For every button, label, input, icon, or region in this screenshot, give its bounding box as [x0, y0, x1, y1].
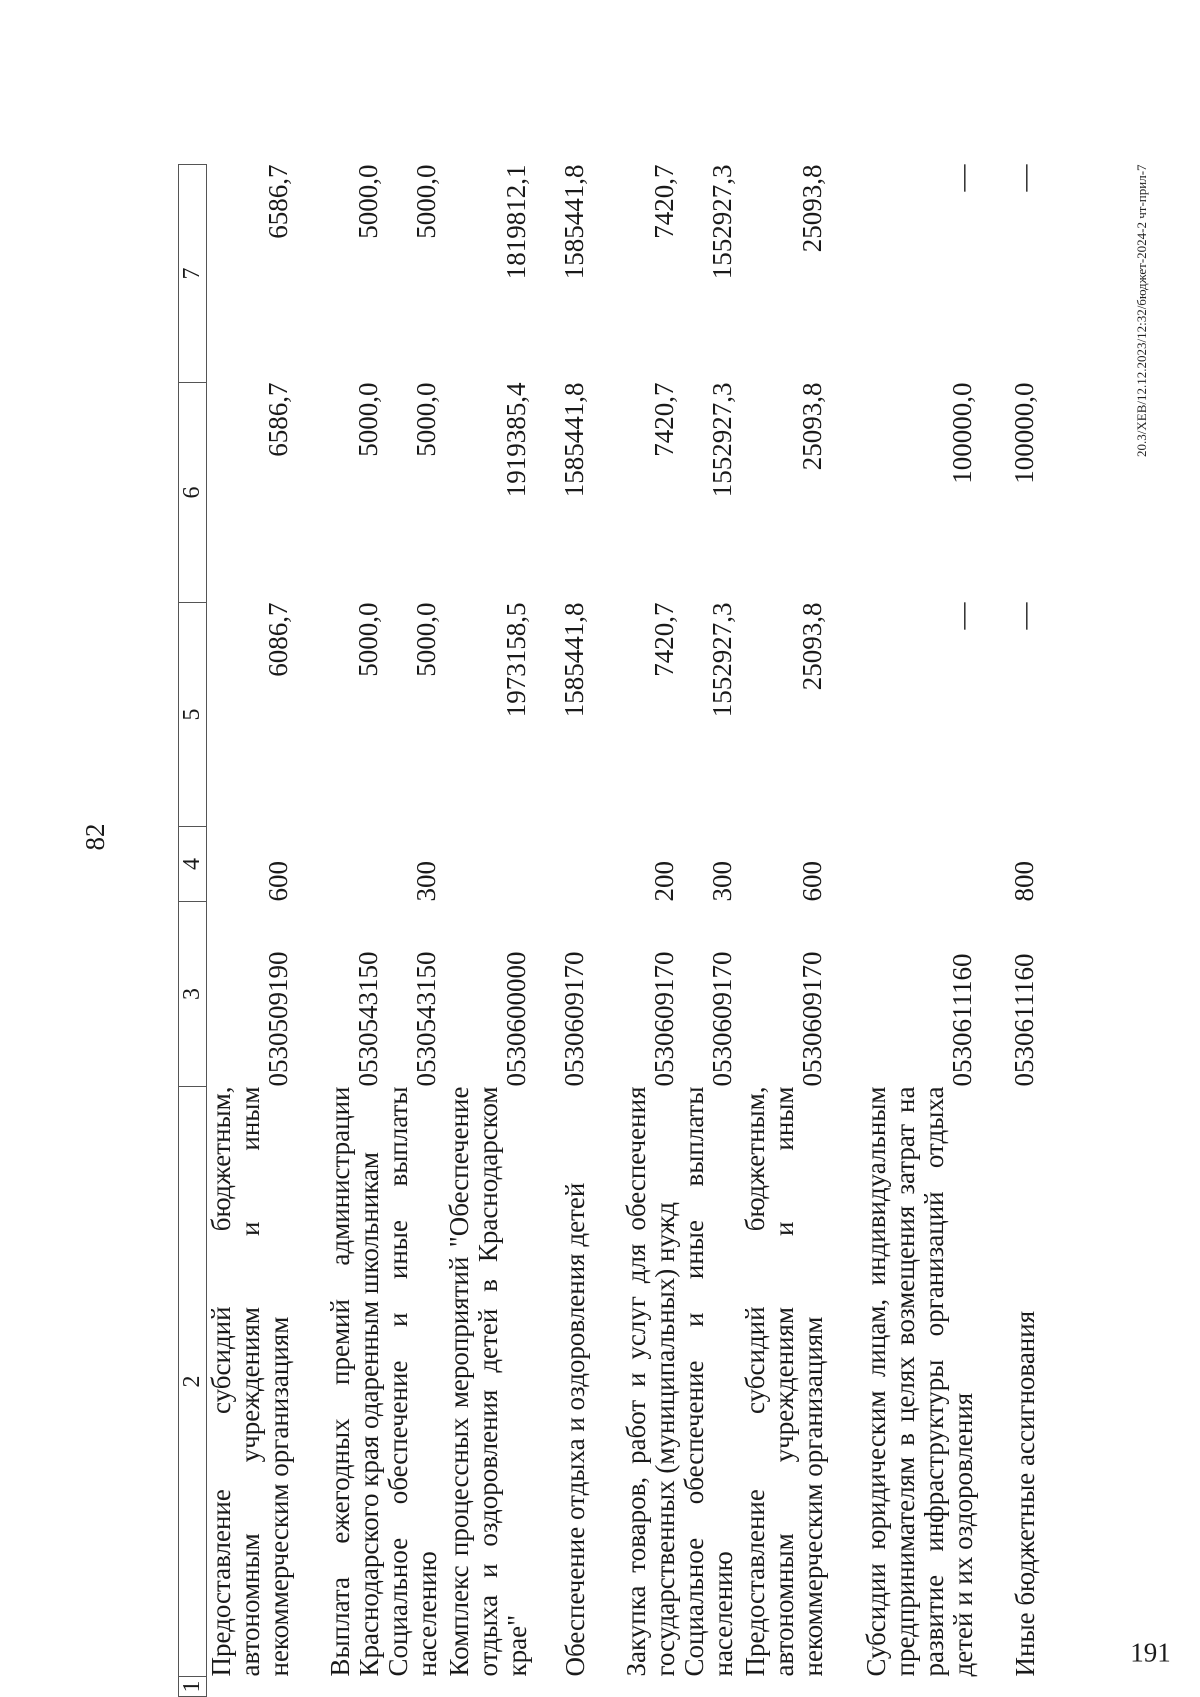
col-header-1: 1: [179, 1677, 207, 1697]
row-value-6: 7420,7: [649, 382, 679, 457]
row-value-6: 6586,7: [263, 382, 293, 457]
row-code: 0530611160: [947, 953, 977, 1087]
row-value-5: 1973158,5: [501, 602, 531, 718]
row-type: 200: [649, 861, 679, 902]
row-value-7: 5000,0: [411, 164, 441, 239]
row-value-5: 1585441,8: [559, 602, 589, 718]
row-value-6: 1919385,4: [501, 382, 531, 498]
row-value-6: 25093,8: [797, 382, 827, 471]
row-type: 800: [1009, 861, 1039, 902]
row-value-7: 6586,7: [263, 164, 293, 239]
row-value-7: 25093,8: [797, 164, 827, 253]
table-row: [828, 165, 978, 1697]
row-type: [442, 827, 532, 902]
page-number: 82: [80, 823, 110, 851]
row-value-7: 5000,0: [353, 164, 383, 239]
row-type: 600: [263, 861, 293, 902]
table-header-row: [179, 165, 207, 1697]
table-row: [532, 165, 590, 1697]
col-header-4: 4: [179, 827, 207, 902]
row-code: 0530509190: [263, 951, 293, 1087]
table-row: [294, 165, 384, 1697]
row-value-5: —: [1009, 602, 1039, 630]
row-name: Социальное обеспечение и иные выплаты населению: [383, 1086, 442, 1677]
row-code: 0530609170: [649, 951, 679, 1087]
col-header-5: 5: [179, 603, 207, 827]
row-value-5: 25093,8: [797, 602, 827, 691]
row-name: Предоставление субсидий бюджетным, автономным учреждениям и иным некоммерческим организациям: [206, 1086, 294, 1677]
row-value-7: 1585441,8: [559, 164, 589, 280]
row-type: 300: [707, 861, 737, 902]
budget-table: [178, 164, 1040, 1697]
col-header-3: 3: [179, 902, 207, 1087]
row-name: Выплата ежегодных премий администрации Краснодарского края одаренным школьникам: [325, 1086, 384, 1677]
row-code: 0530611160: [1009, 953, 1039, 1087]
row-name: Иные бюджетные ассигнования: [1010, 1310, 1040, 1677]
row-value-7: 7420,7: [649, 164, 679, 239]
table-row: [442, 165, 532, 1697]
row-value-5: 5000,0: [353, 602, 383, 677]
row-value-5: 7420,7: [649, 602, 679, 677]
col-header-2: 2: [179, 1087, 207, 1677]
table-row: [738, 165, 828, 1697]
row-value-6: 100000,0: [947, 382, 977, 484]
row-name: Субсидии юридическим лицам, индивидуальным предпринимателям в целях возмещения затрат на развитие инфраструктуры организаций отдыха детей и их оздоровления: [861, 1086, 978, 1677]
table-row: [384, 165, 442, 1697]
row-name: Закупка товаров, работ и услуг для обеспечения государственных (муниципальных) нужд: [621, 1086, 680, 1677]
row-code: 0530609170: [559, 951, 589, 1087]
row-code: 0530609170: [707, 951, 737, 1087]
row-name: Обеспечение отдыха и оздоровления детей: [560, 1182, 590, 1677]
row-type: [532, 827, 590, 902]
table-row: [978, 165, 1040, 1697]
row-name: Предоставление субсидий бюджетным, автономным учреждениям и иным некоммерческим организациям: [740, 1086, 828, 1677]
row-value-6: 5000,0: [411, 382, 441, 457]
row-value-7: —: [947, 164, 977, 192]
row-type: 600: [797, 861, 827, 902]
row-name: Социальное обеспечение и иные выплаты населению: [679, 1086, 738, 1677]
row-code: 0530543150: [411, 951, 441, 1087]
row-code: 0530600000: [501, 951, 531, 1087]
row-name: Комплекс процессных мероприятий "Обеспечение отдыха и оздоровления детей в Краснодарском крае": [444, 1086, 532, 1677]
row-code: 0530543150: [353, 951, 383, 1087]
row-value-6: 100000,0: [1009, 382, 1039, 484]
table-row: [207, 165, 295, 1697]
row-value-6: 5000,0: [353, 382, 383, 457]
row-code: 0530609170: [797, 951, 827, 1087]
row-value-5: —: [947, 602, 977, 630]
row-value-5: 5000,0: [411, 602, 441, 677]
table-row: [590, 165, 680, 1697]
row-value-7: —: [1009, 164, 1039, 192]
row-type: 300: [411, 861, 441, 902]
col-header-7: 7: [179, 165, 207, 383]
row-value-6: 1585441,8: [559, 382, 589, 498]
table-row: [680, 165, 738, 1697]
row-value-5: 1552927,3: [707, 602, 737, 718]
row-type: [294, 827, 384, 902]
row-value-5: 6086,7: [263, 602, 293, 677]
footer-code: 20.3/ХЕВ/12.12.2023/12:32/бюджет-2024-2 чт-прил-7: [1134, 164, 1149, 457]
col-header-6: 6: [179, 383, 207, 603]
row-value-6: 1552927,3: [707, 382, 737, 498]
row-value-7: 1819812,1: [501, 164, 531, 280]
sheet-number: 191: [1130, 1637, 1171, 1668]
row-type: [828, 827, 978, 902]
row-value-7: 1552927,3: [707, 164, 737, 280]
